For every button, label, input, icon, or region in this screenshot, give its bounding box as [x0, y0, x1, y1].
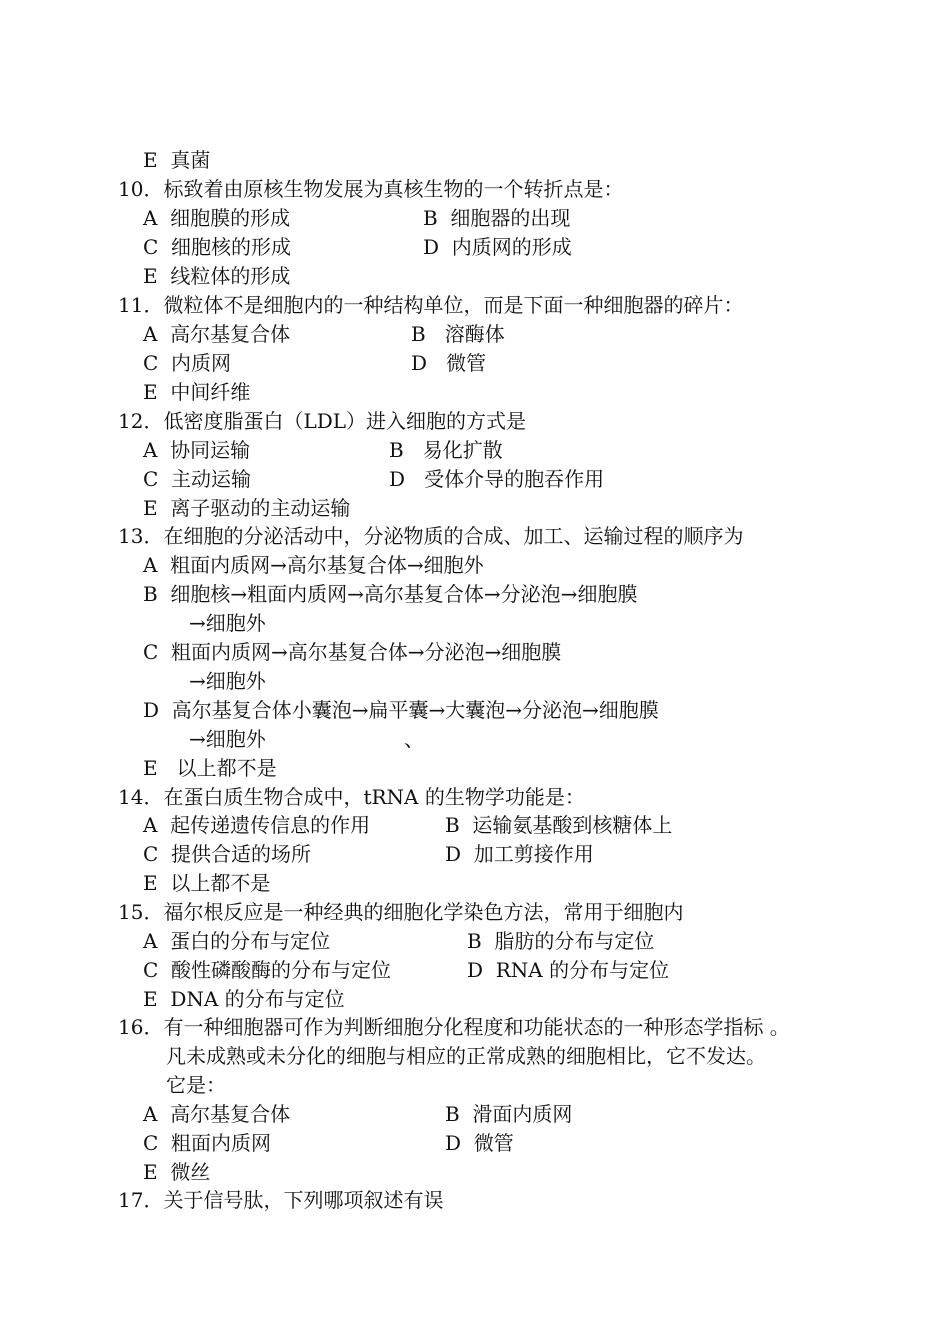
q10-option-a: A 细胞膜的形成	[143, 206, 291, 230]
q15-option-a: A 蛋白的分布与定位	[143, 929, 331, 953]
q15-option-d: D RNA 的分布与定位	[467, 958, 670, 982]
q10-option-b: B 细胞器的出现	[423, 206, 571, 230]
q13-option-a: A 粗面内质网→高尔基复合体→细胞外	[143, 553, 484, 577]
q10-stem: 10．标致着由原核生物发展为真核生物的一个转折点是：	[118, 177, 624, 201]
q14-option-e: E 以上都不是	[143, 871, 271, 895]
q14-option-a: A 起传递遗传信息的作用	[143, 813, 371, 837]
q13-option-c: C 粗面内质网→高尔基复合体→分泌泡→细胞膜	[143, 640, 562, 664]
q13-option-d-continuation: →细胞外	[189, 727, 266, 751]
q11-stem: 11．微粒体不是细胞内的一种结构单位，而是下面一种细胞器的碎片：	[118, 293, 744, 317]
q13-stem: 13．在细胞的分泌活动中，分泌物质的合成、加工、运输过程的顺序为	[118, 524, 744, 548]
q12-option-a: A 协同运输	[143, 438, 251, 462]
q12-option-b: B 易化扩散	[389, 438, 503, 462]
q15-option-e: E DNA 的分布与定位	[143, 987, 345, 1011]
q14-stem: 14．在蛋白质生物合成中，tRNA 的生物学功能是：	[118, 785, 585, 809]
stray-punctuation-mark: 、	[404, 727, 424, 751]
q11-option-c: C 内质网	[143, 351, 232, 375]
q12-stem: 12．低密度脂蛋白（LDL）进入细胞的方式是	[118, 409, 527, 433]
q13-option-b: B 细胞核→粗面内质网→高尔基复合体→分泌泡→细胞膜	[143, 582, 638, 606]
q13-option-b-continuation: →细胞外	[189, 611, 266, 635]
q13-option-d: D 高尔基复合体小囊泡→扁平囊→大囊泡→分泌泡→细胞膜	[143, 698, 659, 722]
q16-stem-line-1: 16．有一种细胞器可作为判断细胞分化程度和功能状态的一种形态学指标 。	[118, 1015, 790, 1039]
q10-option-c: C 细胞核的形成	[143, 235, 292, 259]
q16-option-a: A 高尔基复合体	[143, 1102, 291, 1126]
q12-option-e: E 离子驱动的主动运输	[143, 496, 351, 520]
q15-stem: 15．福尔根反应是一种经典的细胞化学染色方法，常用于细胞内	[118, 900, 684, 924]
q15-option-b: B 脂肪的分布与定位	[467, 929, 655, 953]
q13-option-c-continuation: →细胞外	[189, 669, 266, 693]
q11-option-a: A 高尔基复合体	[143, 322, 291, 346]
q16-stem-line-2: 凡未成熟或未分化的细胞与相应的正常成熟的细胞相比，它不发达。	[166, 1044, 766, 1068]
q12-option-c: C 主动运输	[143, 467, 252, 491]
q13-option-e: E 以上都不是	[143, 756, 277, 780]
q16-option-d: D 微管	[445, 1131, 514, 1155]
q9-option-e: E 真菌	[143, 148, 211, 172]
q10-option-d: D 内质网的形成	[423, 235, 572, 259]
q11-option-e: E 中间纤维	[143, 380, 251, 404]
q14-option-b: B 运输氨基酸到核糖体上	[445, 813, 673, 837]
q14-option-c: C 提供合适的场所	[143, 842, 312, 866]
q16-stem-line-3: 它是：	[166, 1073, 226, 1097]
q14-option-d: D 加工剪接作用	[445, 842, 594, 866]
q16-option-e: E 微丝	[143, 1160, 211, 1184]
q11-option-b: B 溶酶体	[411, 322, 505, 346]
q12-option-d: D 受体介导的胞吞作用	[389, 467, 605, 491]
q17-stem: 17．关于信号肽，下列哪项叙述有误	[118, 1188, 444, 1212]
q11-option-d: D 微管	[411, 351, 487, 375]
q16-option-c: C 粗面内质网	[143, 1131, 272, 1155]
q16-option-b: B 滑面内质网	[445, 1102, 573, 1126]
q10-option-e: E 线粒体的形成	[143, 264, 291, 288]
q15-option-c: C 酸性磷酸酶的分布与定位	[143, 958, 392, 982]
